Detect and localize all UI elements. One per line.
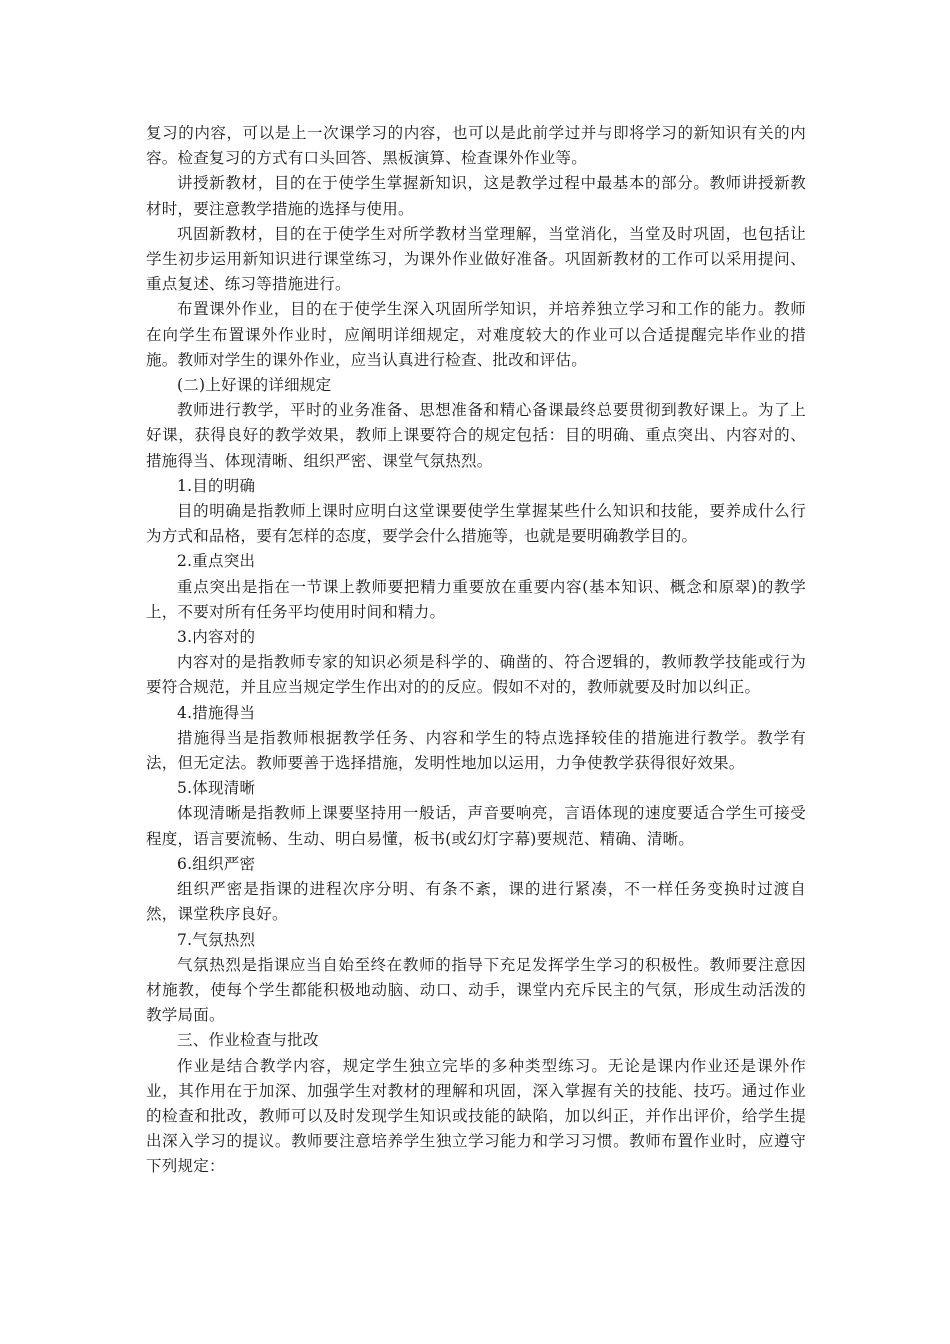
paragraph-teach-new-material: 讲授新教材，目的在于使学生掌握新知识，这是教学过程中最基本的部分。教师讲授新教材时，要注意教学措施的选择与使用。 — [146, 174, 806, 218]
subheading-correct-content: 3.内容对的 — [177, 628, 256, 647]
section-heading-homework-check: 三、作业检查与批改 — [177, 1031, 319, 1050]
paragraph-clear-goal: 目的明确是指教师上课时应明白这堂课要使学生掌握某些什么知识和技能，要养成什么行为方式和品格，要有怎样的态度，要学会什么措施等，也就是要明确教学目的。 — [146, 502, 806, 546]
subheading-clear-expression: 5.体现清晰 — [177, 779, 256, 798]
paragraph-strict-organization: 组织严密是指课的进程次序分明、有条不紊，课的进行紧凑，不一样任务变换时过渡自然，课堂秩序良好。 — [146, 880, 806, 924]
paragraph-assign-homework: 布置课外作业，目的在于使学生深入巩固所学知识，并培养独立学习和工作的能力。教师在向学生布置课外作业时，应阐明详细规定，对难度较大的作业可以合适提醒完毕作业的措施。教师对学生的课外作业，应当认真进行检查、批改和评估。 — [146, 300, 806, 369]
paragraph-good-lesson-intro: 教师进行教学，平时的业务准备、思想准备和精心备课最终总要贯彻到教好课上。为了上好课，获得良好的教学效果，教师上课要符合的规定包括：目的明确、重点突出、内容对的、措施得当、体现清晰、组织严密、课堂气氛热烈。 — [146, 401, 806, 470]
subheading-lively-atmosphere: 7.气氛热烈 — [177, 930, 256, 949]
section-heading-good-lesson: (二)上好课的详细规定 — [177, 376, 332, 395]
paragraph-correct-content: 内容对的是指教师专家的知识必须是科学的、确凿的、符合逻辑的，教师教学技能或行为要符合规范，并且应当规定学生作出对的的反应。假如不对的，教师就要及时加以纠正。 — [146, 653, 806, 697]
paragraph-clear-expression: 体现清晰是指教师上课要坚持用一般话，声音要响亮，言语体现的速度要适合学生可接受程度，语言要流畅、生动、明白易懂，板书(或幻灯字幕)要规范、精确、清晰。 — [146, 804, 806, 848]
paragraph-key-points: 重点突出是指在一节课上教师要把精力重要放在重要内容(基本知识、概念和原翠)的教学上，不要对所有任务平均使用时间和精力。 — [146, 577, 806, 621]
paragraph-proper-methods: 措施得当是指教师根据教学任务、内容和学生的特点选择较佳的措施进行教学。教学有法，但无定法。教师要善于选择措施，发明性地加以运用，力争使教学获得很好效果。 — [146, 728, 806, 773]
document-body — [146, 121, 806, 1180]
subheading-proper-methods: 4.措施得当 — [177, 703, 256, 722]
subheading-clear-goal: 1.目的明确 — [177, 476, 256, 495]
paragraph-consolidate-material: 巩固新教材，目的在于使学生对所学教材当堂理解，当堂消化，当堂及时巩固，也包括让学生初步运用新知识进行课堂练习，为课外作业做好准备。巩固新教材的工作可以采用提问、重点复述、练习等措施进行。 — [146, 224, 806, 294]
paragraph-lively-atmosphere: 气氛热烈是指课应当自始至终在教师的指导下充足发挥学生学习的积极性。教师要注意因材施教，使每个学生都能积极地动脑、动口、动手，课堂内充斥民主的气氛，形成生动活泼的教学局面。 — [146, 955, 806, 1025]
paragraph-review-content: 复习的内容，可以是上一次课学习的内容，也可以是此前学过并与即将学习的新知识有关的内容。检查复习的方式有口头回答、黑板演算、检查课外作业等。 — [146, 124, 806, 168]
subheading-key-points: 2.重点突出 — [177, 552, 256, 571]
paragraph-homework-check: 作业是结合教学内容，规定学生独立完毕的多种类型练习。无论是课内作业还是课外作业，其作用在于加深、加强学生对教材的理解和巩固，深入掌握有关的技能、技巧。通过作业的检查和批改，教师可以及时发现学生知识或技能的缺陷，加以纠正，并作出评价，给学生提出深入学习的提议。教师要注意培养学生独立学习能力和学习习惯。教师布置作业时，应遵守下列规定： — [146, 1056, 806, 1176]
subheading-strict-organization: 6.组织严密 — [177, 854, 256, 873]
